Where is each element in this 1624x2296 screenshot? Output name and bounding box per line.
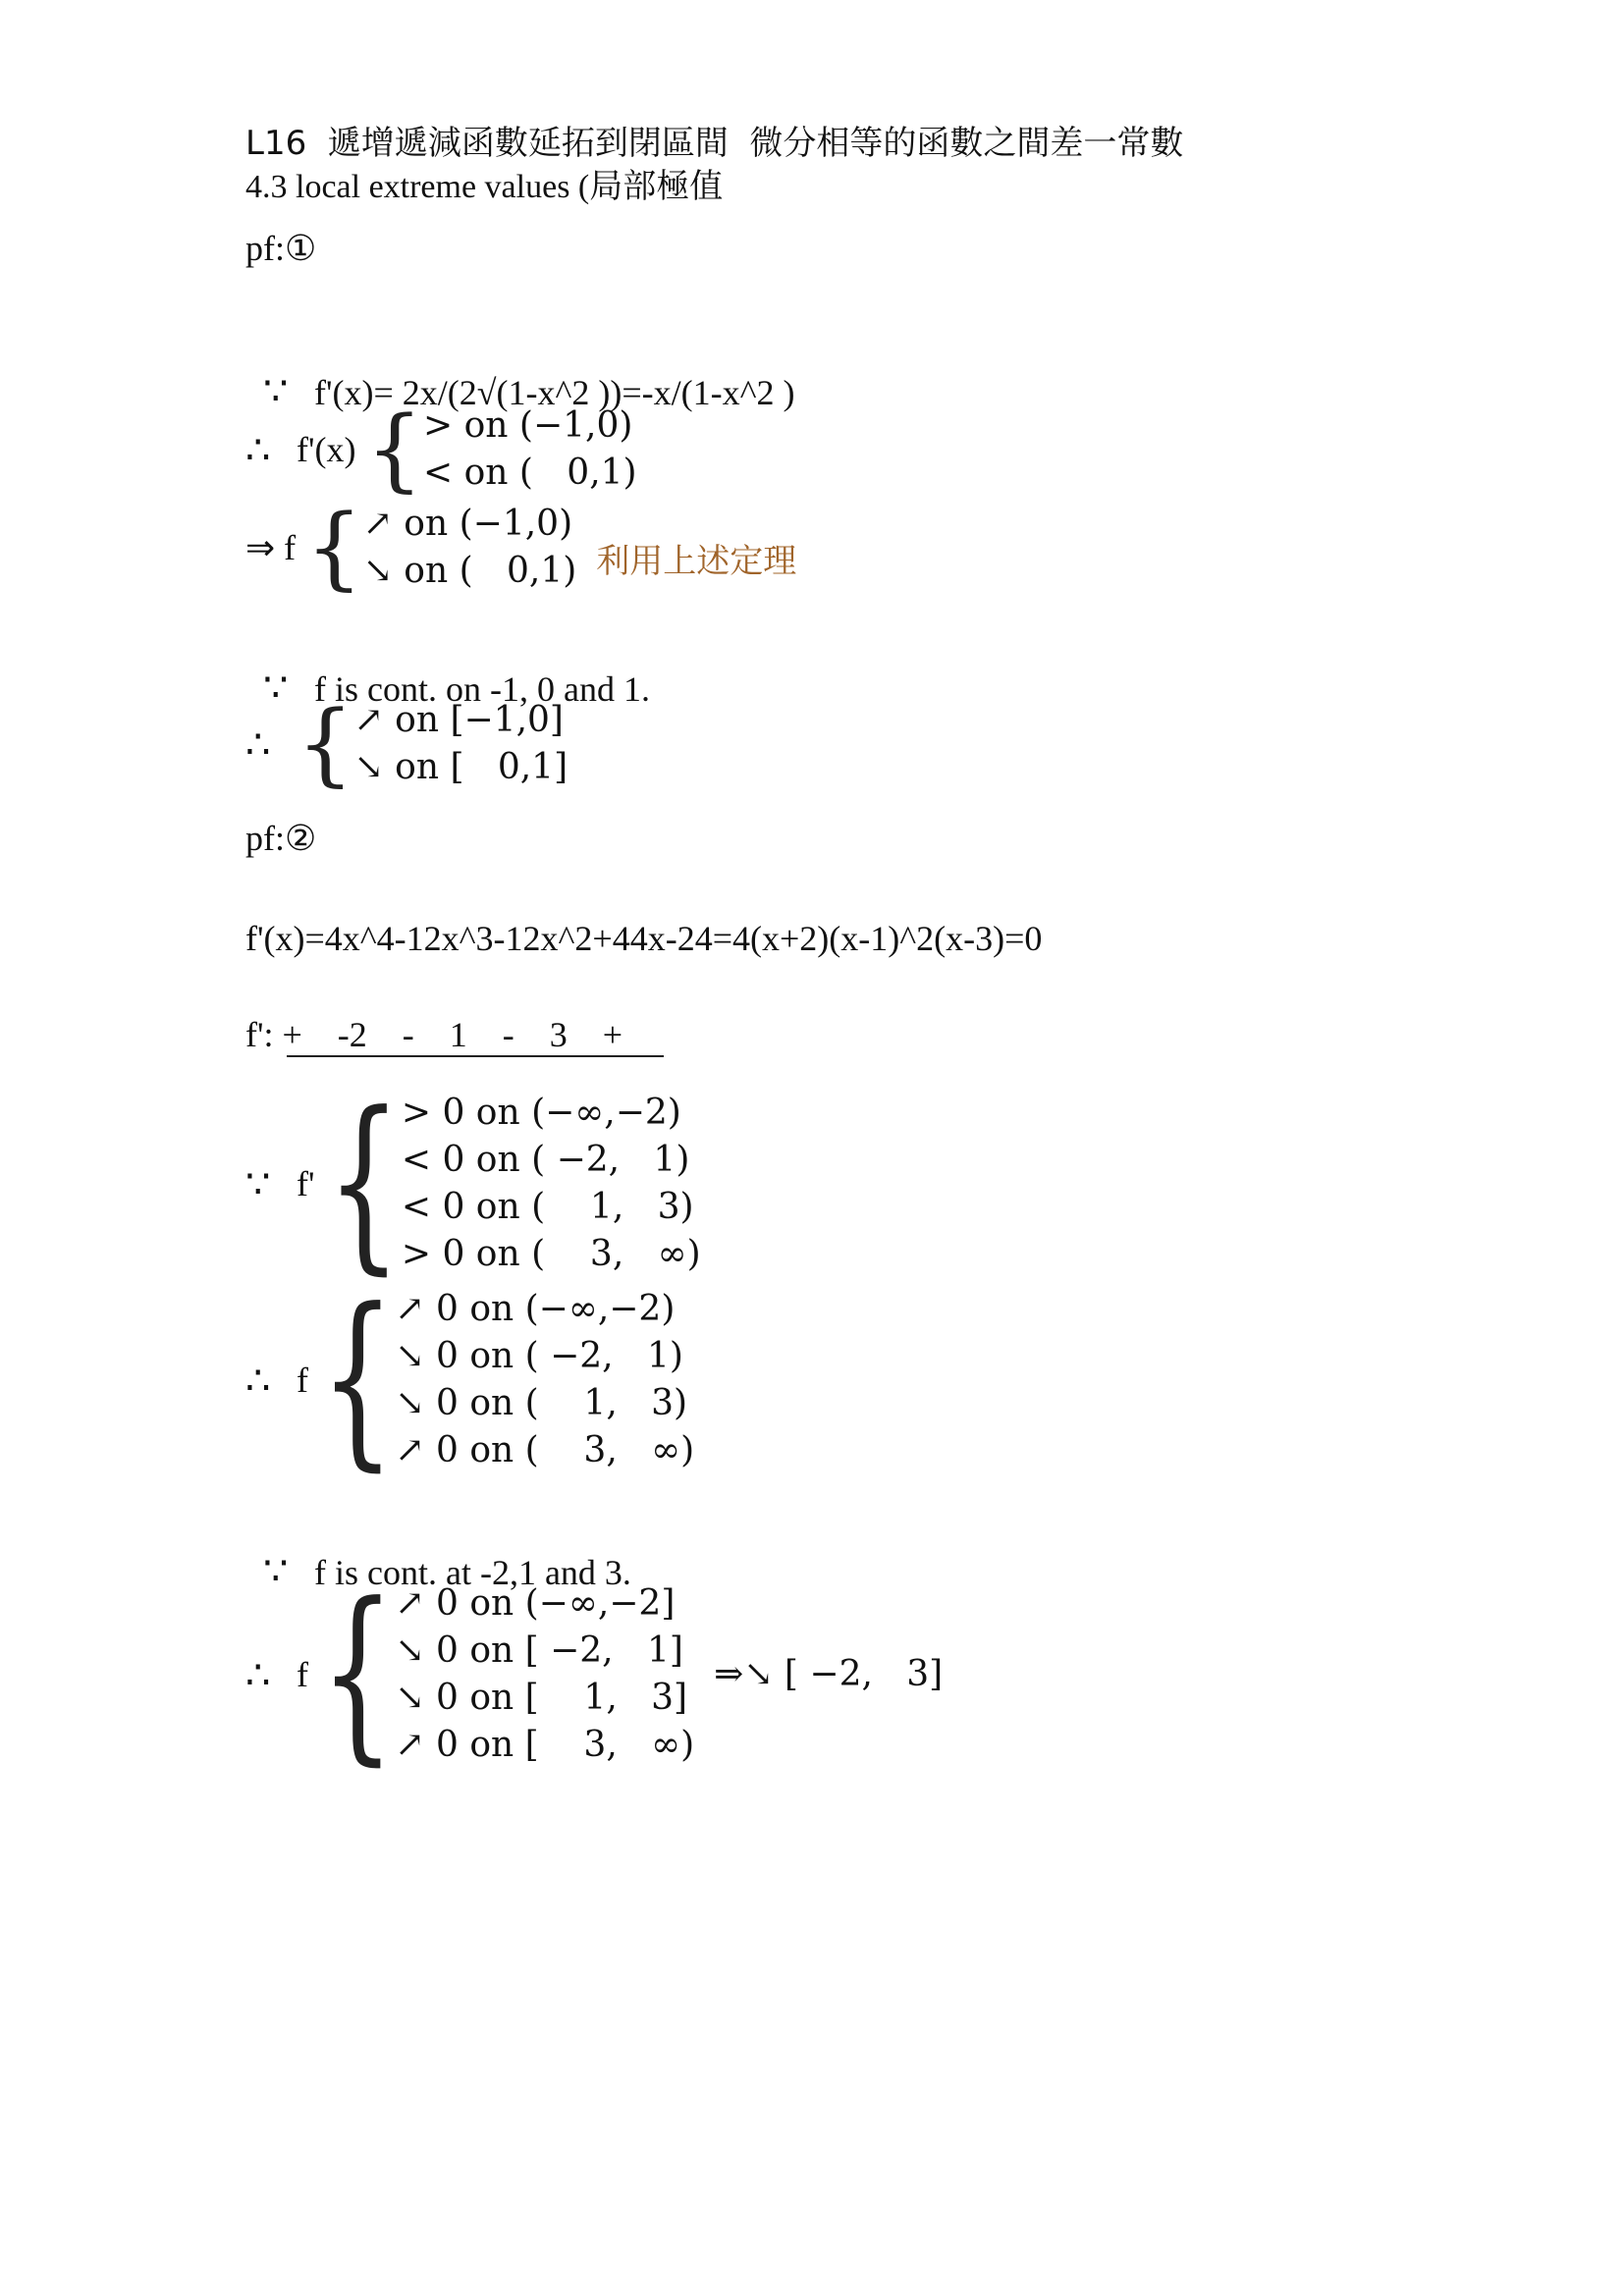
case-row: ↗ 0 on ( 3, ∞) — [395, 1430, 695, 1470]
case-row: < 0 on ( 1, 3) — [401, 1187, 694, 1227]
proof1-sign-cases — [245, 397, 637, 502]
final-conclusion: ⇒↘ [ −2, 3] — [714, 1654, 944, 1694]
proof1-label: pf:① — [245, 229, 317, 268]
case-row: ↘ 0 on [ −2, 1] — [395, 1630, 683, 1671]
case-row: > on (−1,0) — [423, 405, 633, 446]
sign-chart: f': + -2 - 1 - 3 + — [245, 1015, 623, 1054]
left-brace: { — [305, 495, 363, 600]
therefore-symbol: ∴ — [245, 427, 271, 472]
left-brace: { — [365, 397, 423, 502]
fprime-label: f' — [297, 1164, 315, 1203]
proof1-closed-cases — [245, 691, 568, 796]
proof2-fprime-cases — [245, 1074, 701, 1293]
sign-chart-underline — [287, 1055, 664, 1057]
case-row: ↘ 0 on [ 1, 3] — [395, 1678, 688, 1718]
proof2-f-cases — [245, 1270, 695, 1489]
case-row: ↘ 0 on ( −2, 1) — [395, 1336, 683, 1376]
because-symbol: ∵ — [245, 1161, 271, 1206]
case-row: > 0 on ( 3, ∞) — [401, 1234, 701, 1274]
case-row: < on ( 0,1) — [423, 453, 637, 493]
proof2-continuity: f is cont. at -2,1 and 3. — [314, 1553, 631, 1592]
proof2-derivative: f'(x)=4x^4-12x^3-12x^2+44x-24=4(x+2)(x-1)^2(x-3)=0 — [245, 919, 1043, 958]
case-row: ↗ on [−1,0] — [353, 700, 564, 740]
because-symbol: ∵ — [263, 666, 289, 710]
because-symbol: ∵ — [263, 1549, 289, 1593]
left-brace: { — [326, 1074, 402, 1293]
proof1-mono-cases — [245, 495, 797, 600]
theorem-note: 利用上述定理 — [596, 541, 797, 581]
section-title: 4.3 local extreme values (局部極值 — [245, 169, 724, 205]
left-brace: { — [320, 1270, 396, 1489]
case-row: ↗ 0 on (−∞,−2] — [395, 1583, 676, 1624]
left-brace: { — [297, 691, 354, 796]
proof1-sign-label: f'(x) — [297, 430, 356, 469]
f-label: f — [297, 1361, 308, 1400]
case-row: > 0 on (−∞,−2) — [401, 1093, 681, 1133]
case-row: ↗ on (−1,0) — [362, 504, 573, 544]
proof1-continuity: f is cont. on -1, 0 and 1. — [314, 669, 650, 709]
case-row: ↗ 0 on [ 3, ∞) — [395, 1725, 695, 1765]
proof1-derivative: f'(x)= 2x/(2√(1-x^2 ))=-x/(1-x^2 ) — [314, 373, 795, 412]
proof2-label: pf:② — [245, 819, 317, 858]
case-row: ↘ 0 on ( 1, 3) — [395, 1383, 688, 1423]
case-row: ↗ 0 on (−∞,−2) — [395, 1289, 676, 1329]
proof1-derivative-line — [245, 327, 795, 414]
therefore-symbol: ∴ — [245, 1652, 271, 1697]
case-row: ↘ on [ 0,1] — [353, 747, 568, 787]
header-title: L16 遞增遞減函數延拓到閉區間 微分相等的函數之間差一常數 — [245, 124, 1184, 163]
case-row: < 0 on ( −2, 1) — [401, 1140, 690, 1180]
because-symbol: ∵ — [263, 369, 289, 413]
proof1-mono-prefix: ⇒ f — [245, 528, 297, 567]
f-label: f — [297, 1655, 308, 1694]
left-brace: { — [320, 1565, 396, 1784]
therefore-symbol: ∴ — [245, 721, 271, 767]
case-row: ↘ on ( 0,1) — [362, 551, 577, 591]
therefore-symbol: ∴ — [245, 1358, 271, 1403]
